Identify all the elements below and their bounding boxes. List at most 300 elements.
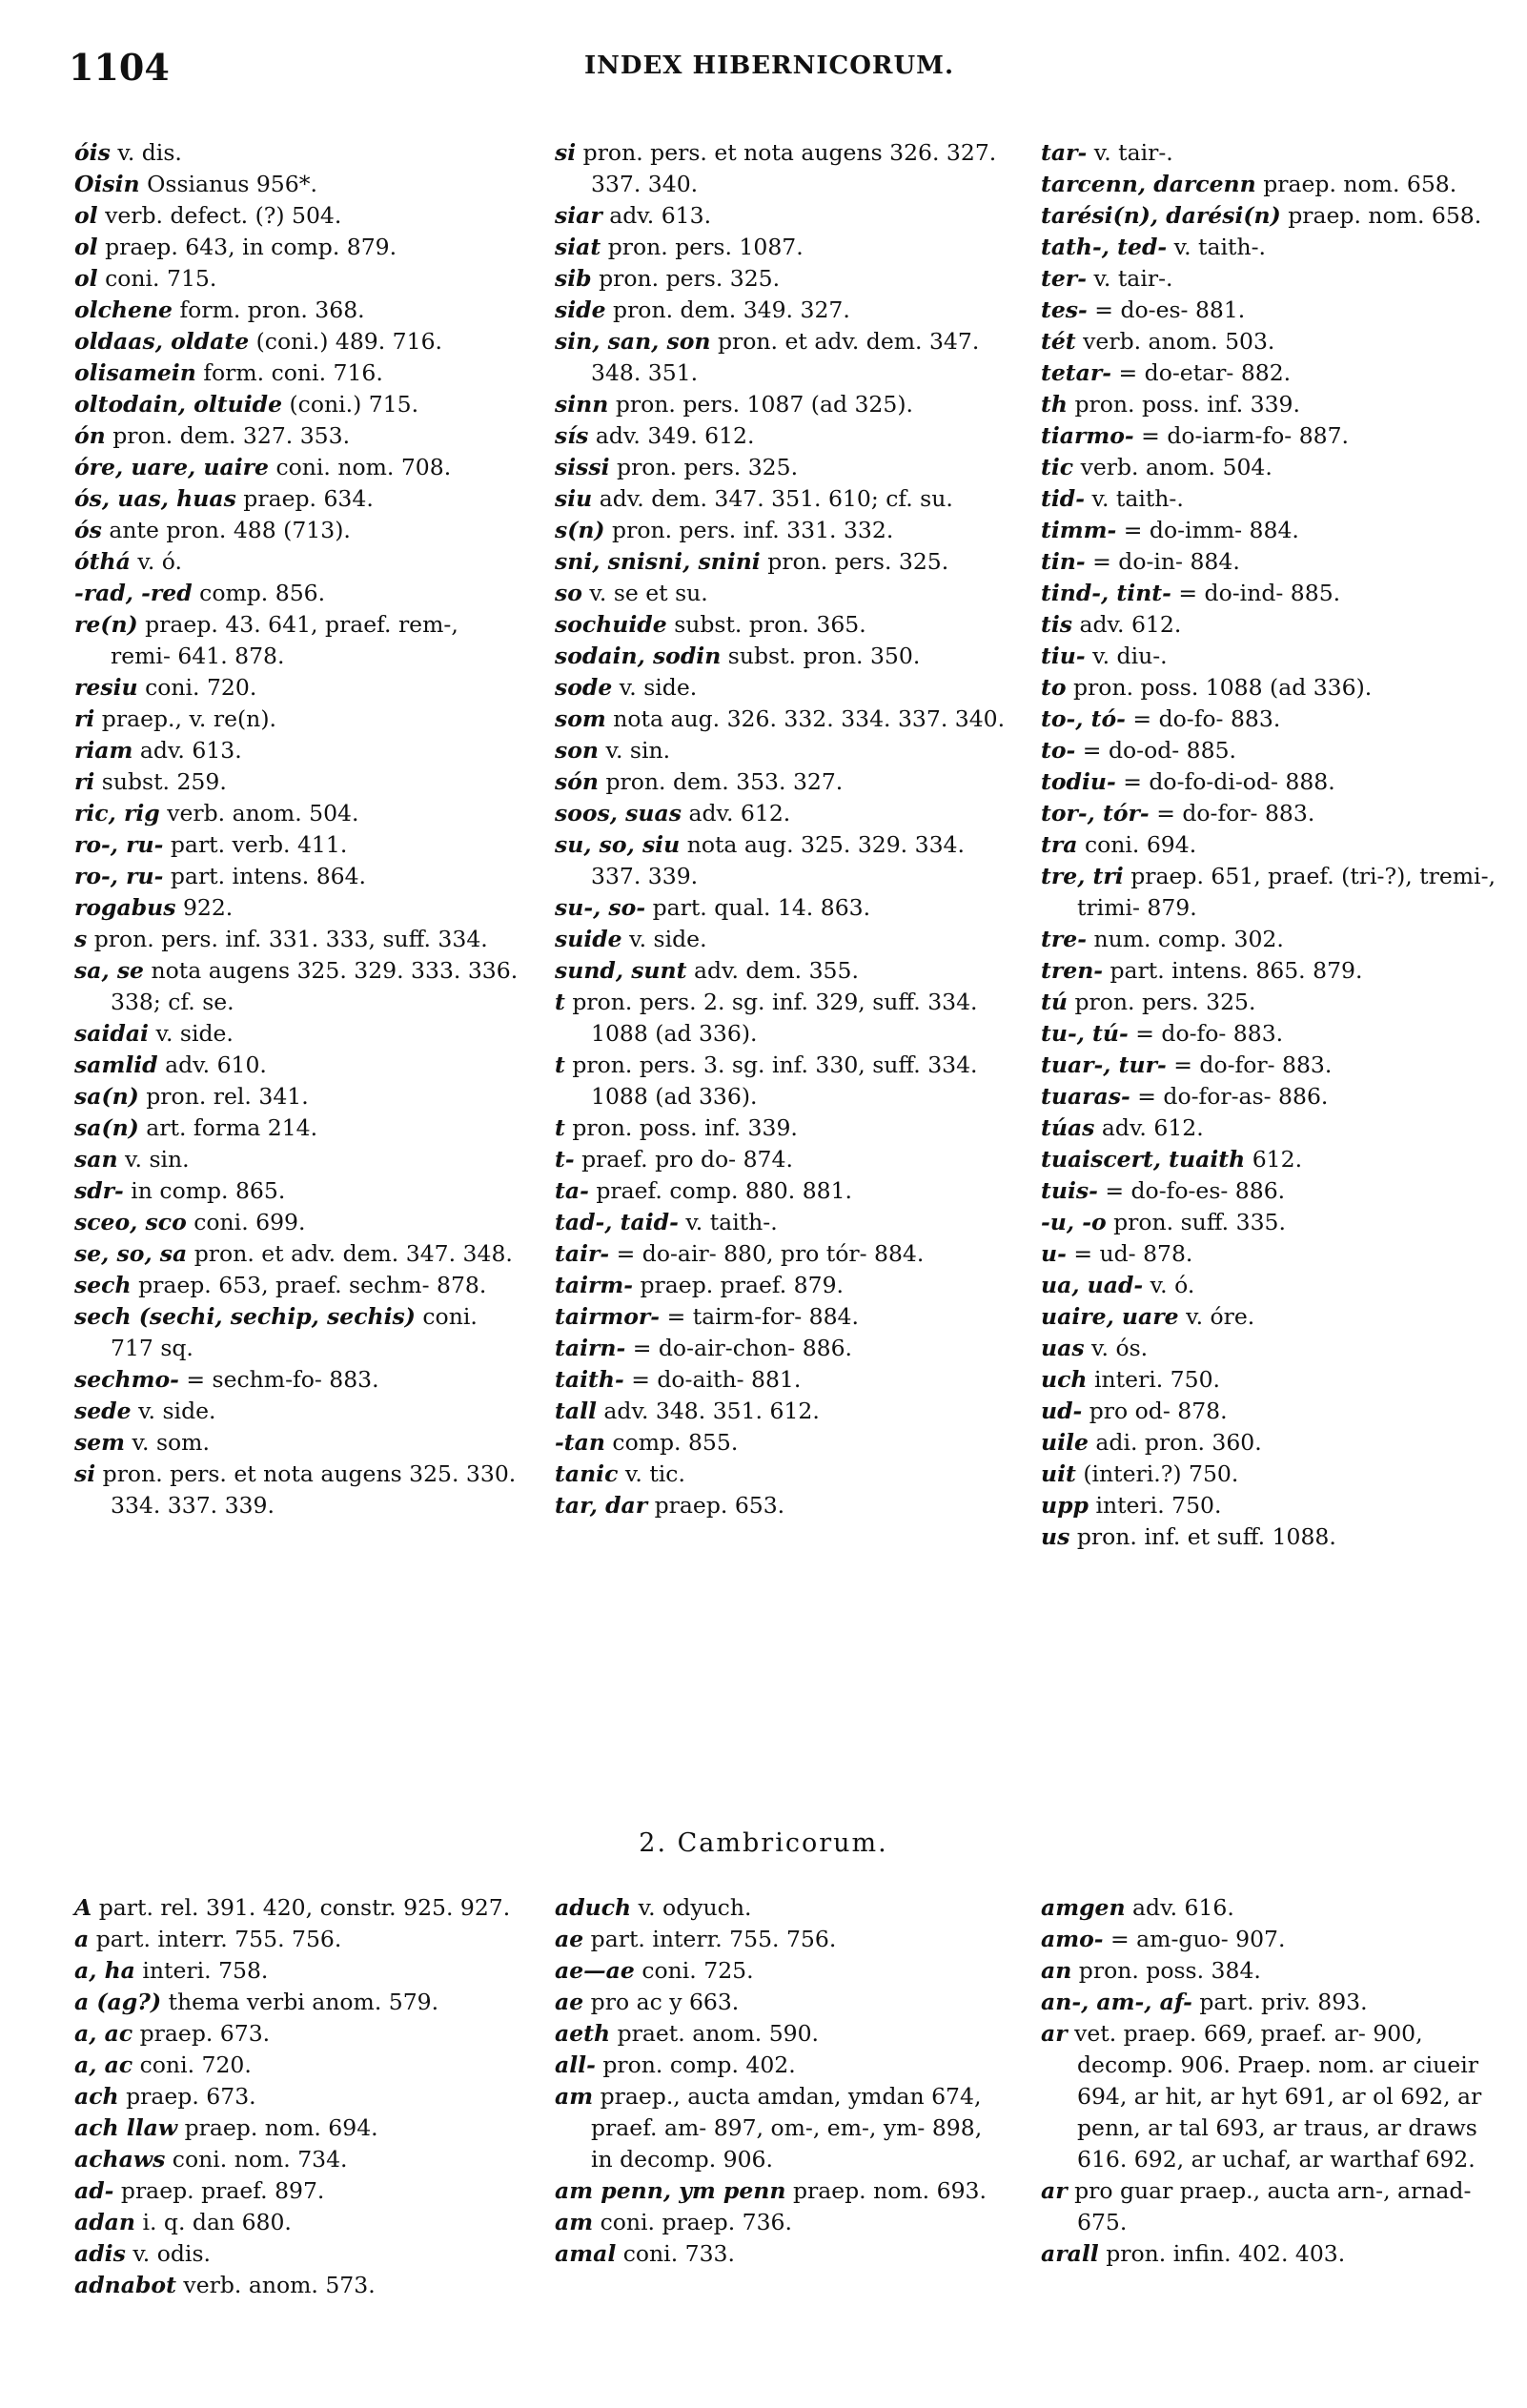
entry-lemma: aeth [555, 2020, 611, 2047]
index-entry [555, 2238, 1010, 2270]
entry-lemma: am [555, 2209, 594, 2235]
entry-lemma: siu [555, 485, 593, 512]
index-entry [74, 672, 522, 704]
index-entry [1041, 1270, 1496, 1301]
entry-lemma: side [555, 296, 606, 323]
entry-lemma: tre, tri [1041, 863, 1124, 889]
entry-text: verb. anom. 573. [183, 2272, 376, 2298]
entry-lemma: su-, so- [555, 894, 646, 921]
index-entry [555, 1144, 1010, 1175]
index-entry [1041, 1333, 1496, 1364]
index-entry [1041, 1892, 1496, 1924]
entry-text: part. verb. 411. [170, 831, 348, 858]
entry-text: subst. 259. [101, 768, 227, 795]
index-entry [74, 2144, 522, 2175]
index-entry [74, 1427, 522, 1459]
index-entry [555, 515, 1010, 546]
entry-text: adi. pron. 360. [1095, 1429, 1262, 1456]
entry-lemma: si [555, 139, 577, 166]
index-entry [74, 546, 522, 578]
entry-lemma: tar, dar [555, 1492, 648, 1519]
entry-text: praef. pro do- 874. [581, 1146, 793, 1173]
entry-lemma: adan [74, 2209, 135, 2235]
index-entry [74, 829, 522, 861]
entry-text: interi. 758. [142, 1957, 269, 1984]
index-entry [1041, 1112, 1496, 1144]
index-entry [555, 735, 1010, 766]
entry-lemma: ro-, ru- [74, 831, 164, 858]
index-entry [555, 924, 1010, 955]
entry-text: (coni.) 489. 716. [255, 328, 442, 355]
entry-text: coni. 733. [622, 2240, 735, 2267]
index-entry [1041, 955, 1496, 987]
entry-lemma: ae—ae [555, 1957, 635, 1984]
entry-text: pron. dem. 353. 327. [605, 768, 844, 795]
entry-lemma: sís [555, 422, 589, 449]
entry-lemma: so [555, 580, 582, 606]
entry-text: interi. 750. [1095, 1492, 1222, 1519]
entry-text: pron. pers. 2. sg. inf. 329, suff. 334. 1088 (ad 336). [572, 989, 978, 1047]
entry-text: (interi.?) 750. [1083, 1460, 1239, 1487]
entry-text: praep. praef. 897. [120, 2177, 325, 2204]
index-entry [74, 2175, 522, 2207]
index-entry [74, 1207, 522, 1238]
entry-text: = do-imm- 884. [1123, 517, 1299, 543]
index-entry [74, 1955, 522, 1987]
entry-lemma: samlid [74, 1051, 158, 1078]
index-entry [555, 483, 1010, 515]
entry-text: coni. 725. [641, 1957, 754, 1984]
entry-lemma: s(n) [555, 517, 605, 543]
index-entry [74, 137, 522, 169]
entry-lemma: tairmor- [555, 1303, 661, 1330]
index-entry [1041, 546, 1496, 578]
entry-lemma: tu-, tú- [1041, 1020, 1129, 1047]
entry-lemma: ae [555, 1989, 584, 2015]
entry-lemma: ón [74, 422, 106, 449]
entry-text: thema verbi anom. 579. [168, 1989, 439, 2015]
entry-lemma: se, so, sa [74, 1240, 188, 1267]
index-entry [555, 1459, 1010, 1490]
entry-lemma: tetar- [1041, 359, 1112, 386]
index-entry [74, 1175, 522, 1207]
entry-text: pron. pers. 325. [767, 548, 949, 575]
entry-lemma: to [1041, 674, 1067, 701]
entry-lemma: tú [1041, 989, 1068, 1015]
index-entry [1041, 295, 1496, 326]
entry-text: part. intens. 864. [170, 863, 367, 889]
entry-text: v. diu-. [1092, 643, 1168, 669]
index-entry [555, 1270, 1010, 1301]
index-entry [555, 1238, 1010, 1270]
entry-lemma: tes- [1041, 296, 1088, 323]
index-entry [555, 1207, 1010, 1238]
entry-text: coni. 720. [139, 2051, 252, 2078]
entry-text: pron. poss. inf. 339. [1074, 391, 1300, 418]
entry-lemma: tarcenn, darcenn [1041, 171, 1256, 197]
index-entry [74, 798, 522, 829]
index-entry [555, 295, 1010, 326]
entry-text: = do-etar- 882. [1118, 359, 1292, 386]
entry-lemma: suide [555, 926, 622, 952]
entry-lemma: uch [1041, 1366, 1088, 1393]
index-entry [555, 609, 1010, 641]
entry-lemma: an-, am-, af- [1041, 1989, 1192, 2015]
entry-text: pron. pers. 1087 (ad 325). [615, 391, 913, 418]
entry-lemma: uaire, uare [1041, 1303, 1179, 1330]
entry-lemma: to-, tó- [1041, 705, 1126, 732]
entry-lemma: aduch [555, 1894, 632, 1921]
index-entry [1041, 924, 1496, 955]
entry-text: art. forma 214. [146, 1114, 318, 1141]
entry-text: nota aug. 326. 332. 334. 337. 340. [613, 705, 1006, 732]
entry-text: adv. 613. [609, 202, 712, 229]
index-entry [555, 892, 1010, 924]
entry-lemma: túas [1041, 1114, 1095, 1141]
index-entry [555, 2175, 1010, 2207]
index-entry [1041, 263, 1496, 295]
index-entry [74, 892, 522, 924]
entry-lemma: ua, uad- [1041, 1272, 1144, 1298]
entry-lemma: adis [74, 2240, 126, 2267]
entry-lemma: sa(n) [74, 1114, 139, 1141]
entry-lemma: óthá [74, 548, 131, 575]
entry-lemma: tuaiscert, tuaith [1041, 1146, 1246, 1173]
entry-text: praep., aucta amdan, ymdan 674, praef. am- 897, om-, em-, ym- 898, in decomp. 906. [591, 2083, 983, 2173]
entry-text: praep. nom. 658. [1263, 171, 1457, 197]
index-entry [74, 924, 522, 955]
entry-text: = do-fo- 883. [1135, 1020, 1284, 1047]
entry-text: pron. pers. inf. 331. 333, suff. 334. [93, 926, 488, 952]
index-entry [74, 861, 522, 892]
entry-lemma: arall [1041, 2240, 1099, 2267]
entry-lemma: són [555, 768, 599, 795]
index-entry [1041, 1301, 1496, 1333]
entry-lemma: -rad, -red [74, 580, 193, 606]
index-entry [1041, 1175, 1496, 1207]
entry-lemma: ach [74, 2083, 119, 2110]
entry-text: v. taith-. [1091, 485, 1184, 512]
entry-lemma: ri [74, 705, 95, 732]
index-entry [1041, 1238, 1496, 1270]
index-entry [1041, 1144, 1496, 1175]
entry-lemma: re(n) [74, 611, 138, 638]
entry-text: pron. comp. 402. [602, 2051, 796, 2078]
entry-lemma: sech (sechi, sechip, sechis) [74, 1303, 416, 1330]
index-entry [555, 1924, 1010, 1955]
entry-text: part. rel. 391. 420, constr. 925. 927. [98, 1894, 511, 1921]
index-entry [1041, 829, 1496, 861]
index-entry [1041, 1490, 1496, 1521]
index-entry [74, 735, 522, 766]
index-entry [1041, 1427, 1496, 1459]
entry-lemma: uile [1041, 1429, 1089, 1456]
entry-lemma: tath-, ted- [1041, 234, 1168, 260]
page-header [69, 46, 1470, 88]
entry-text: = do-ind- 885. [1178, 580, 1341, 606]
entry-text: adv. 612. [1101, 1114, 1204, 1141]
entry-text: adv. dem. 355. [693, 957, 859, 984]
entry-lemma: sech [74, 1272, 132, 1298]
entry-text: part. priv. 893. [1199, 1989, 1368, 2015]
index-entry [74, 2081, 522, 2112]
entry-text: = do-air-chon- 886. [632, 1335, 853, 1361]
index-entry [1041, 389, 1496, 420]
entry-lemma: sechmo- [74, 1366, 179, 1393]
index-entry [74, 1050, 522, 1081]
entry-lemma: ach llaw [74, 2114, 178, 2141]
index-entry [1041, 357, 1496, 389]
index-entry [74, 420, 522, 452]
entry-lemma: si [74, 1460, 96, 1487]
entry-text: Ossianus 956*. [147, 171, 317, 197]
entry-text: pron. et adv. dem. 347. 348. 351. [591, 328, 980, 386]
entry-text: pro ac y 663. [590, 1989, 740, 2015]
index-entry [74, 515, 522, 546]
entry-text: praep. 643, in comp. 879. [105, 234, 397, 260]
index-entry [74, 1018, 522, 1050]
entry-lemma: sede [74, 1398, 132, 1424]
entry-lemma: tid- [1041, 485, 1085, 512]
index-entry [74, 2270, 522, 2301]
entry-text: v. taith-. [1173, 234, 1267, 260]
index-entry [555, 1112, 1010, 1144]
entry-lemma: amal [555, 2240, 617, 2267]
index-entry [74, 1112, 522, 1144]
entry-lemma: tis [1041, 611, 1073, 638]
entry-lemma: ós [74, 517, 102, 543]
index-entry [1041, 766, 1496, 798]
entry-lemma: am penn, ym penn [555, 2177, 786, 2204]
entry-lemma: tar- [1041, 139, 1088, 166]
entry-text: = sechm-fo- 883. [186, 1366, 379, 1393]
entry-text: verb. defect. (?) 504. [105, 202, 342, 229]
entry-lemma: ol [74, 202, 98, 229]
entry-text: pro guar praep., aucta arn-, arnad- 675. [1074, 2177, 1472, 2235]
index-entry [1041, 1987, 1496, 2018]
entry-lemma: sin, san, son [555, 328, 711, 355]
index-entry [1041, 798, 1496, 829]
entry-lemma: uit [1041, 1460, 1076, 1487]
entry-text: praep. 673. [126, 2083, 256, 2110]
entry-text: coni. 699. [193, 1209, 306, 1235]
entry-lemma: tarési(n), darési(n) [1041, 202, 1281, 229]
entry-text: subst. pron. 365. [674, 611, 866, 638]
entry-text: v. side. [619, 674, 698, 701]
index-entry [74, 263, 522, 295]
entry-text: pron. dem. 349. 327. [613, 296, 850, 323]
entry-lemma: uas [1041, 1335, 1085, 1361]
index-entry [555, 704, 1010, 735]
entry-lemma: tét [1041, 328, 1076, 355]
entry-text: praep. 653, praef. sechm- 878. [138, 1272, 487, 1298]
index-entry [1041, 2175, 1496, 2238]
index-entry [1041, 420, 1496, 452]
index-entry [74, 1238, 522, 1270]
entry-lemma: th [1041, 391, 1068, 418]
index-entry [74, 1081, 522, 1112]
entry-lemma: taith- [555, 1366, 624, 1393]
index-column-3 [1041, 137, 1496, 1553]
index-entry [74, 200, 522, 232]
entry-lemma: riam [74, 737, 133, 764]
entry-text: v. taith-. [685, 1209, 778, 1235]
entry-lemma: t- [555, 1146, 575, 1173]
index-entry [555, 1301, 1010, 1333]
entry-text: pron. pers. 3. sg. inf. 330, suff. 334. 1088 (ad 336). [572, 1051, 978, 1110]
entry-lemma: ad- [74, 2177, 114, 2204]
index-entry [74, 1459, 522, 1521]
entry-text: vet. praep. 669, praef. ar- 900, decomp. 906. Praep. nom. ar ciueir 694, ar hit, ar hyt 691, ar ol 692, ar penn, ar tal 693, ar traus, ar draws 616. 692, ar uchaf, ar warthaf 692. [1074, 2020, 1482, 2173]
entry-text: pron. suff. 335. [1113, 1209, 1286, 1235]
index-entry [1041, 137, 1496, 169]
entry-lemma: sochuide [555, 611, 667, 638]
entry-text: pron. poss. 1088 (ad 336). [1073, 674, 1373, 701]
index-column-1 [74, 1892, 522, 2301]
entry-text: praep. nom. 658. [1288, 202, 1482, 229]
index-entry [555, 2081, 1010, 2175]
index-entry [555, 232, 1010, 263]
entry-text: i. q. dan 680. [142, 2209, 292, 2235]
entry-lemma: sdr- [74, 1177, 124, 1204]
index-entry [74, 2018, 522, 2050]
entry-lemma: ric, rig [74, 800, 160, 826]
entry-lemma: -tan [555, 1429, 605, 1456]
index-entry [555, 1050, 1010, 1112]
index-entry [74, 357, 522, 389]
entry-lemma: all- [555, 2051, 596, 2078]
entry-text: v. ós. [1091, 1335, 1149, 1361]
entry-lemma: ud- [1041, 1398, 1083, 1424]
index-entry [555, 200, 1010, 232]
index-entry [1041, 987, 1496, 1018]
entry-lemma: achaws [74, 2146, 166, 2173]
entry-text: pron. pers. inf. 331. 332. [612, 517, 894, 543]
entry-lemma: ta- [555, 1177, 589, 1204]
index-entry [555, 137, 1010, 200]
index-entry [1041, 515, 1496, 546]
index-entry [74, 1924, 522, 1955]
entry-lemma: ae [555, 1926, 584, 1952]
entry-lemma: sni, snisni, snini [555, 548, 761, 575]
entry-lemma: us [1041, 1523, 1070, 1550]
index-entry [1041, 200, 1496, 232]
entry-lemma: tiu- [1041, 643, 1086, 669]
entry-lemma: tuis- [1041, 1177, 1098, 1204]
entry-text: = do-fo-es- 886. [1105, 1177, 1286, 1204]
entry-text: coni. praep. 736. [600, 2209, 792, 2235]
entry-lemma: siar [555, 202, 602, 229]
entry-lemma: sissi [555, 454, 610, 480]
entry-lemma: rogabus [74, 894, 176, 921]
entry-text: coni. nom. 708. [275, 454, 452, 480]
index-entry [555, 263, 1010, 295]
entry-text: v. tair-. [1093, 139, 1173, 166]
entry-lemma: ar [1041, 2020, 1068, 2047]
entry-lemma: tad-, taid- [555, 1209, 679, 1235]
entry-lemma: san [74, 1146, 118, 1173]
entry-text: pron. infin. 402. 403. [1106, 2240, 1346, 2267]
entry-text: verb. anom. 503. [1083, 328, 1275, 355]
index-entry [1041, 1050, 1496, 1081]
entry-lemma: tuaras- [1041, 1083, 1130, 1110]
entry-text: part. interr. 755. 756. [95, 1926, 342, 1952]
entry-lemma: a, ha [74, 1957, 135, 1984]
entry-lemma: timm- [1041, 517, 1117, 543]
entry-lemma: tanic [555, 1460, 619, 1487]
entry-text: v. side. [155, 1020, 234, 1047]
entry-text: adv. 349. 612. [595, 422, 755, 449]
index-entry [74, 389, 522, 420]
entry-lemma: upp [1041, 1492, 1089, 1519]
entry-text: pron. poss. inf. 339. [572, 1114, 798, 1141]
index-entry [74, 2238, 522, 2270]
index-entry [555, 1490, 1010, 1521]
entry-text: = do-for- 883. [1173, 1051, 1333, 1078]
entry-text: = tairm-for- 884. [666, 1303, 859, 1330]
entry-lemma: amo- [1041, 1926, 1104, 1952]
index-entry [555, 1175, 1010, 1207]
index-entry [1041, 861, 1496, 924]
entry-text: pro od- 878. [1089, 1398, 1228, 1424]
index-entry [74, 766, 522, 798]
index-entry [1041, 735, 1496, 766]
entry-lemma: sa(n) [74, 1083, 139, 1110]
entry-lemma: ri [74, 768, 95, 795]
entry-text: adv. 348. 351. 612. [603, 1398, 820, 1424]
entry-text: v. tic. [624, 1460, 685, 1487]
entry-text: verb. anom. 504. [1080, 454, 1272, 480]
index-entry [555, 420, 1010, 452]
entry-text: = do-aith- 881. [631, 1366, 802, 1393]
entry-lemma: tiarmo- [1041, 422, 1134, 449]
entry-text: v. dis. [117, 139, 182, 166]
entry-text: praep. 634. [243, 485, 374, 512]
entry-text: pron. pers. 325. [1074, 989, 1256, 1015]
entry-text: adv. 612. [1079, 611, 1182, 638]
entry-text: part. qual. 14. 863. [652, 894, 871, 921]
index-column-3 [1041, 1892, 1496, 2270]
entry-lemma: tuar-, tur- [1041, 1051, 1167, 1078]
index-entry [1041, 483, 1496, 515]
entry-text: = do-od- 885. [1082, 737, 1236, 764]
entry-lemma: Oisin [74, 171, 140, 197]
entry-lemma: sodain, sodin [555, 643, 722, 669]
entry-lemma: adnabot [74, 2272, 176, 2298]
index-entry [555, 546, 1010, 578]
entry-lemma: tall [555, 1398, 597, 1424]
entry-text: adv. 612. [688, 800, 791, 826]
index-entry [1041, 452, 1496, 483]
entry-text: adv. dem. 347. 351. 610; cf. su. [599, 485, 953, 512]
index-entry [1041, 1924, 1496, 1955]
index-entry [74, 452, 522, 483]
index-entry [74, 2207, 522, 2238]
entry-text: v. óre. [1186, 1303, 1255, 1330]
entry-text: praep. praef. 879. [640, 1272, 844, 1298]
entry-lemma: t [555, 989, 565, 1015]
index-entry [1041, 1955, 1496, 1987]
entry-text: praep. 651, praef. (tri-?), tremi-, trimi- 879. [1077, 863, 1496, 921]
entry-text: pron. pers. 325. [617, 454, 799, 480]
entry-text: = ud- 878. [1073, 1240, 1193, 1267]
entry-lemma: a, ac [74, 2051, 133, 2078]
entry-lemma: an [1041, 1957, 1072, 1984]
entry-text: praep. 653. [654, 1492, 785, 1519]
entry-lemma: u- [1041, 1240, 1067, 1267]
entry-text: praet. anom. 590. [617, 2020, 820, 2047]
entry-lemma: saidai [74, 1020, 149, 1047]
